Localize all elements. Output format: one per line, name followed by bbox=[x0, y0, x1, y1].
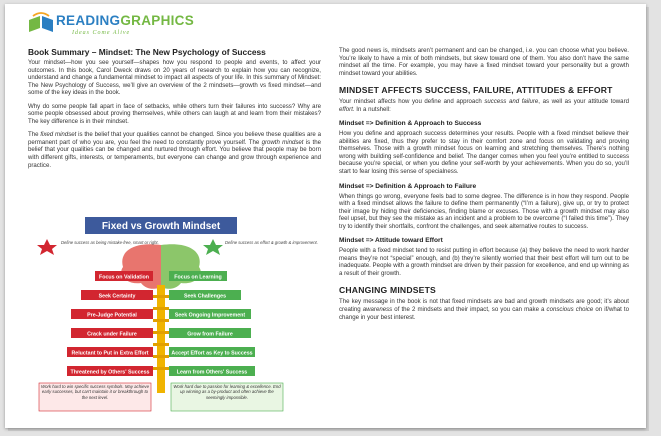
intro-paragraph: Your mindset—how you see yourself—shapes how you respond to people and events, to affect your outcomes. In this book, Carol Dweck draws on 20 years of research to explain how you can recognize, understand and change a fundamental mindset to impact all aspects of your life. In this summary of Mindset: The New Psychology of Success, we’ll give an overview of the 2 mindsets—growth vs fixed mindset—and some of the key ideas in the book. bbox=[28, 59, 321, 97]
growth-brain-icon bbox=[161, 244, 201, 289]
fixed-item: Seek Certainty bbox=[98, 293, 136, 300]
question-paragraph: Why do some people fall apart in face of setbacks, while others turn their failures into success? Why are some people obsessed about proving themselves, while others can laugh at and learn from their mistakes? The key difference is in their mindset. bbox=[28, 102, 321, 125]
fixed-item: Crack under Failure bbox=[87, 331, 137, 338]
right-column bbox=[339, 47, 629, 327]
fixed-vs-growth-infographic bbox=[33, 217, 318, 415]
subheading-failure: Mindset => Definition & Approach to Failure bbox=[339, 182, 477, 190]
good-news-paragraph: The good news is, mindsets aren’t permanent and can be changed, i.e. you can choose what you believe. You’re likely to have a mix of both mindsets, but skew toward one of them. You also don’t have the same mindset all the time. For example, you may have a fixed mindset toward your personality but a growth mindset toward your abilities. bbox=[339, 47, 629, 77]
section-heading-changing: CHANGING MINDSETS bbox=[339, 285, 436, 296]
document-title: Book Summary – Mindset: The New Psychology of Success bbox=[28, 47, 266, 57]
growth-item: Seek Challenges bbox=[183, 293, 227, 300]
left-column bbox=[28, 47, 321, 175]
fixed-brain-icon bbox=[121, 244, 161, 289]
fixed-star-icon bbox=[37, 239, 57, 255]
fixed-item: Pre-Judge Potential bbox=[87, 312, 137, 319]
fixed-item: Reluctant to Put in Extra Effort bbox=[71, 350, 149, 357]
brand-name: READINGGRAPHICS bbox=[56, 13, 195, 28]
brand-tagline: Ideas Come Alive bbox=[72, 30, 131, 36]
section1-paragraph: Your mindset affects how you define and approach success and failure, as well as your attitude toward effort. In a nutshell: bbox=[339, 98, 629, 113]
brand-logo[interactable] bbox=[28, 10, 195, 42]
changing-paragraph: The key message in the book is not that fixed mindsets are bad and growth mindsets are good; it’s about creating awareness of the 2 mindsets and their impact, so you can make a conscious choice on if/what to change in your best interest. bbox=[339, 298, 630, 321]
fixed-caption: Define success as being mistake-free, smart or right. bbox=[61, 240, 159, 245]
fixed-footer-text: Work hard to win specific success symbols. May achieve early successes, but can't maintain it or breakthrough to the next level. bbox=[41, 384, 149, 400]
book-logo-icon bbox=[28, 12, 54, 36]
infographic-title: Fixed vs Growth Mindset bbox=[101, 221, 221, 232]
fixed-item: Focus on Validation bbox=[98, 274, 150, 281]
spine-icon bbox=[157, 285, 165, 393]
growth-star-icon bbox=[203, 239, 223, 255]
growth-items bbox=[169, 271, 255, 376]
growth-item: Focus on Learning bbox=[174, 274, 222, 281]
subheading-effort: Mindset => Attitude toward Effort bbox=[339, 237, 443, 245]
section-heading-success-failure: MINDSET AFFECTS SUCCESS, FAILURE, ATTITUDES & EFFORT bbox=[339, 85, 613, 96]
fixed-item: Threatened by Others' Success bbox=[70, 369, 150, 376]
growth-item: Accept Effort as Key to Success bbox=[171, 350, 253, 357]
definition-paragraph: The fixed mindset is the belief that your qualities cannot be changed. Since you believe these qualities are a permanent part of who you are, you feel the need to constantly prove yourself. The growth mindset is the belief that your qualities can be changed and nurtured through effort. You believe that people may be born with different gifts, interests, or temperaments, but everyone can change and grow through experience and practice. bbox=[28, 131, 321, 169]
success-paragraph: How you define and approach success determines your results. People with a fixed mindset believe their abilities are fixed, thus they prefer to stay in their comfort zone and focus on validating and proving themselves. Those with a growth mindset focus on learning and stretching themselves. There’s nothing wrong with building self-confidence and belief. The danger comes when you feel you’re entitled to success because you’re special, or when you define your self-worth by your achievements. When you do so, you’ll start to fear losing this sense of specialness. bbox=[339, 130, 629, 176]
growth-footer-text: Work hard due to passion for learning & excellence. End up winning as a by-product and often achieve the seemingly impossible. bbox=[173, 384, 281, 400]
growth-caption: Define success as effort & growth & improvement. bbox=[225, 240, 318, 245]
subheading-success: Mindset => Definition & Approach to Success bbox=[339, 120, 482, 128]
growth-item: Seek Ongoing Improvement bbox=[174, 312, 246, 319]
growth-item: Grow from Failure bbox=[187, 331, 233, 338]
effort-paragraph: People with a fixed mindset tend to resist putting in effort because (a) they believe the need to work harder means they’re not “special” enough, and (b) they’re silently worried that their best effort will turn out to be inadequate. People with a growth mindset are driven by their passion for excellence, and end up winning as a result of their growth. bbox=[339, 247, 629, 277]
growth-item: Learn from Others' Success bbox=[176, 369, 248, 376]
document-page bbox=[5, 4, 646, 428]
failure-paragraph: When things go wrong, everyone feels bad to some degree. The difference is in how they respond. People with a fixed mindset allows the failure to define them permanently (“I’m a failure), give up, or try to protect their image by hiding their deficiencies, finding blame or excuses. Those with a growth mindset may also feel upset, but they see the mistake as an incident and a problem to be overcome (“I failed this time”). They try to identify their shortfalls, confront the challenges, and seek alternative routes to success. bbox=[339, 192, 629, 230]
fixed-items bbox=[67, 271, 153, 376]
